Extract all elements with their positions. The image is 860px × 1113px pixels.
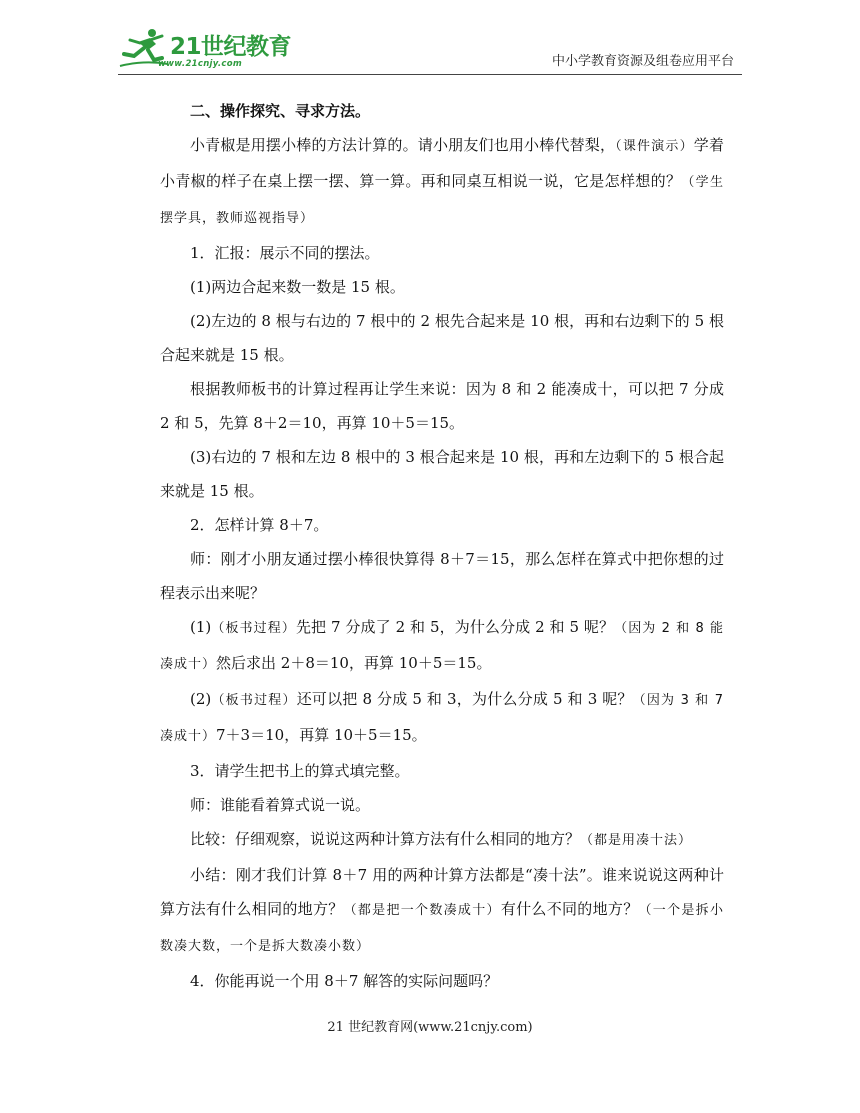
paragraph-text: 还可以把 8 分成 5 和 3，为什么分成 5 和 3 呢？ — [296, 690, 633, 708]
paragraph-note: （都是用凑十法） — [580, 833, 693, 848]
item-2-a: 师：刚才小朋友通过摆小棒很快算得 8＋7＝15，那么怎样在算式中把你想的过程表示出来呢？ — [160, 550, 724, 602]
item-2-b — [160, 610, 724, 682]
item-1-a: (1)两边合起来数一数是 15 根。 — [190, 278, 405, 296]
paragraph-note: （因为 3 和 7 凑成十） — [160, 693, 724, 744]
item-3-a: 师：谁能看着算式说一说。 — [190, 796, 371, 814]
paragraph-note: （学生摆学具，教师巡视指导） — [160, 175, 724, 226]
item-1-b: (2)左边的 8 根与右边的 7 根中的 2 根先合起来是 10 根，再和右边剩下的 5 根合起来就是 15 根。 — [160, 312, 724, 364]
paragraph-text: 然后求出 2＋8＝10，再算 10＋5＝15。 — [216, 654, 492, 672]
paragraph-intro — [160, 128, 724, 236]
item-1-d: (3)右边的 7 根和左边 8 根中的 3 根合起来是 10 根，再和左边剩下的 5 根合起来就是 15 根。 — [160, 448, 724, 500]
paragraph-text: 小青椒是用摆小棒的方法计算的。请小朋友们也用小棒代替梨， — [190, 136, 616, 154]
paragraph-text: 小结：刚才我们计算 8＋7 用的两种计算方法都是“凑十法”。谁来说说这两种计算方法有什么相同的地方？ — [160, 866, 724, 918]
paragraph-text: 学着小青椒的样子在桌上摆一摆、算一算。再和同桌互相说一说，它是怎样想的？ — [160, 136, 724, 190]
item-2-c — [160, 682, 724, 754]
page-header — [0, 0, 860, 80]
document-body — [160, 94, 724, 998]
paragraph-note: （课件演示） — [615, 139, 694, 154]
paragraph-note: （板书过程） — [211, 621, 296, 636]
paragraph-text: 先把 7 分成了 2 和 5，为什么分成 2 和 5 呢？ — [295, 618, 615, 636]
paragraph-note: （一个是拆小数凑大数，一个是拆大数凑小数） — [160, 903, 724, 954]
item-3-c — [160, 858, 724, 964]
page-footer: 21 世纪教育网(www.21cnjy.com) — [327, 1020, 533, 1035]
paragraph-text: 有什么不同的地方？ — [500, 900, 639, 918]
logo-brand: 21世纪教育 — [170, 34, 292, 60]
platform-title: 中小学教育资源及组卷应用平台 — [551, 54, 734, 69]
paragraph-note: （板书过程） — [211, 693, 297, 708]
item-2-title: 2．怎样计算 8＋7。 — [190, 516, 329, 534]
paragraph-text: (2) — [190, 690, 212, 708]
paragraph-note: （都是把一个数凑成十） — [343, 903, 501, 918]
paragraph-text: (1) — [190, 618, 212, 636]
item-1-title: 1．汇报：展示不同的摆法。 — [190, 244, 380, 262]
paragraph-text: 7＋3＝10，再算 10＋5＝15。 — [216, 726, 427, 744]
paragraph-text: 比较：仔细观察，说说这两种计算方法有什么相同的地方？ — [190, 830, 581, 848]
paragraph-note: （因为 2 和 8 能凑成十） — [160, 621, 724, 672]
logo-url: www.21cnjy.com — [158, 59, 242, 69]
item-3-b — [160, 822, 724, 858]
item-4-title: 4．你能再说一个用 8＋7 解答的实际问题吗？ — [190, 972, 499, 990]
item-1-c: 根据教师板书的计算过程再让学生来说：因为 8 和 2 能凑成十，可以把 7 分成 2 和 5，先算 8＋2＝10，再算 10＋5＝15。 — [160, 380, 724, 432]
header-divider — [118, 74, 742, 75]
logo — [118, 26, 292, 74]
item-3-title: 3．请学生把书上的算式填完整。 — [190, 762, 410, 780]
section-title: 二、操作探究、寻求方法。 — [190, 102, 371, 120]
